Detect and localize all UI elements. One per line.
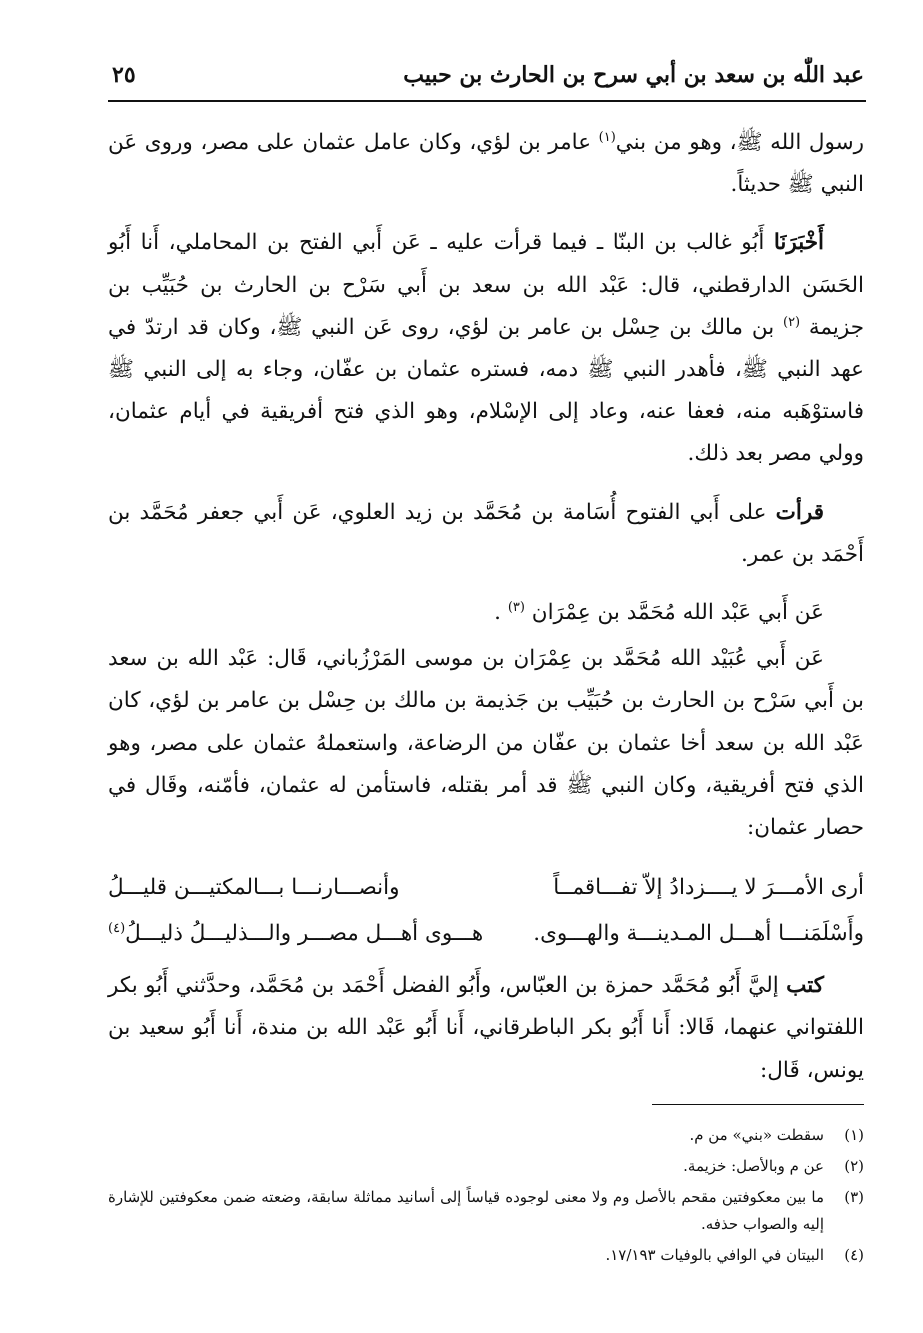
footnote-number: (٣): [844, 1188, 864, 1206]
footnote-text: سقطت «بني» من م.: [689, 1126, 824, 1144]
verse-2-second-hemistich: هـــوى أهـــل مصـــر والـــذليـــلُ ذليـــلُ$^{(٤)}$: [108, 921, 484, 947]
verse-2: [108, 911, 864, 957]
paragraph-6: كتب إليَّ أَبُو مُحَمَّد حمزة بن العبّاس، وأَبُو الفضل أَحْمَد بن مُحَمَّد، وحدَّثني أَبُو بكر اللفتواني عنهما، قَالا: أَنا أَبُو بكر الباطرقاني، أَنا أَبُو عَبْد الله بن مندة، أَنا أَبُو سعيد بن يونس، قَال:: [108, 973, 864, 1083]
poem: [108, 865, 864, 957]
paragraph-4: عَن أَبي عَبْد الله مُحَمَّد بن عِمْرَان $^{(٣)}$ .: [494, 599, 824, 626]
paragraph-1: رسول الله ﷺ، وهو من بني$^{(١)}$ عامر بن لؤي، وكان عامل عثمان على مصر، وروى عَن النبي ﷺ حديثاً.: [108, 129, 864, 198]
page-number: ٢٥: [112, 62, 136, 88]
footnote-4: [108, 1242, 864, 1269]
footnotes: [108, 1122, 864, 1273]
verse-1: [108, 865, 864, 911]
running-head: [112, 62, 864, 96]
paragraph-3: قرأت على أَبي الفتوح أُسَامة بن مُحَمَّد بن زيد العلوي، عَن أَبي جعفر مُحَمَّد بن أَحْمَد بن عمر.: [108, 499, 864, 567]
footnote-ref-1: (١): [598, 129, 616, 145]
verse-2-first-hemistich: وأَسْلَمَنـــا أهـــل المـدينـــة والهـــوى.: [533, 921, 864, 947]
footnote-2: [108, 1153, 864, 1180]
footnote-number: (١): [844, 1126, 864, 1144]
running-head-title: عبد اللّٰه بن سعد بن أبي سرح بن الحارث بن حبيب: [403, 62, 864, 88]
main-text: [108, 122, 864, 1108]
footnote-text: البيتان في الوافي بالوفيات ١٧/١٩٣.: [605, 1246, 824, 1264]
footnote-rule: [652, 1104, 864, 1105]
footnote-3: [108, 1184, 864, 1238]
footnote-ref-4: (٤): [108, 921, 126, 937]
verse-1-second-hemistich: وأنصـــارنـــا بـــالمكتيـــن قليـــلُ: [108, 875, 400, 901]
footnote-ref-2: (٢): [782, 314, 801, 330]
footnote-1: [108, 1122, 864, 1149]
paragraph-5: عَن أَبي عُبَيْد الله مُحَمَّد بن عِمْرَان بن موسى المَرْزُباني، قَال: عَبْد الله بن سعد بن أَبي سَرْح بن الحارث بن حُبَيِّب بن جَذيمة بن مالك بن حِسْل بن عامر بن لؤي، كان عَبْد الله بن سعد أخا عثمان بن عفّان من الرضاعة، واستعملهُ عثمان على مصر، وهو الذي فتح أفريقية، وكان النبي ﷺ قد أمر بقتله، فاستأمن له عثمان، فأمّنه، وقَال في حصار عثمان:: [108, 646, 864, 841]
footnote-text: عن م وبالأصل: خزيمة.: [683, 1157, 824, 1175]
footnote-number: (٢): [844, 1157, 864, 1175]
footnote-ref-3: (٣): [507, 599, 525, 615]
lead-word: قرأت: [775, 499, 824, 525]
lead-word: كتب: [786, 973, 824, 999]
verse-1-first-hemistich: أرى الأمـــرَ لا يــــزدادُ إلاّ تفـــاقمــاً: [553, 875, 864, 901]
header-rule: [108, 100, 866, 102]
paragraph-2: أَخْبَرَنَا أَبُو غالب بن البنّا ـ فيما قرأت عليه ـ عَن أَبي الفتح بن المحاملي، أَنا أَبُو الحَسَن الدارقطني، قال: عَبْد الله بن سعد بن أَبي سَرْح بن الحارث بن حُبَيِّب بن جزيمة $^{(٢)}$ بن مالك بن حِسْل بن عامر بن لؤي، روى عَن النبي ﷺ، وكان قد ارتدّ في عهد النبي ﷺ، فأهدر النبي ﷺ دمه، فستره عثمان بن عفّان، وجاء به إلى النبي ﷺ فاستوْهَبه منه، فعفا عنه، وعاد إلى الإسْلام، وهو الذي فتح أفريقية في أيام عثمان، وولي مصر بعد ذلك.: [108, 230, 864, 467]
footnote-text: ما بين معكوفتين مقحم بالأصل وم ولا معنى لوجوده قياساً إلى أسانيد مماثلة سابقة، وضعته ضمن معكوفتين للإشارة إليه والصواب حذفه.: [108, 1188, 824, 1233]
lead-word: أَخْبَرَنَا: [773, 230, 824, 256]
footnote-number: (٤): [844, 1246, 864, 1264]
